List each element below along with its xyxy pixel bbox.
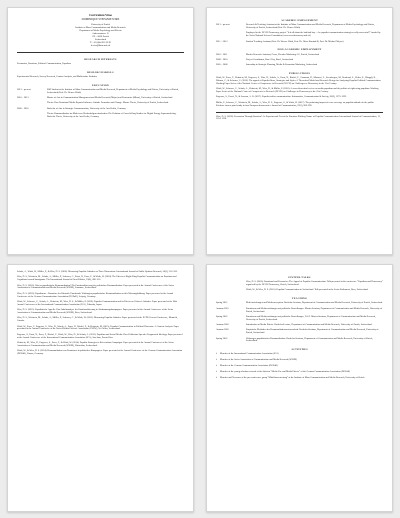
bullet-icon: ▪ (216, 376, 217, 380)
entry-text: PhD Student at the Institute of Mass Communication and Media Research, Department of Media Psychology and Effects, University of Zurich, Switzerland (Prof. Dr. Werner Wirth) (47, 88, 179, 94)
section-heading-academic: ACADEMIC EMPLOYMENT (281, 19, 318, 22)
publication-continued: Wirz, D. S. (2018). Persuasion Through Emotion? An Experimental Test of the Emotion-Eliciting Nature of Populist Communication. International Journal of Communication, 12, 1114–1138. (216, 115, 381, 121)
entry-text: Thesis: How Emotional Media Reports Influence Attitude Formation and Change. Master Thesis, University of Zurich, Switzerland. (47, 102, 169, 105)
address-line: Institute of Mass Communication and Media Research (75, 27, 126, 30)
interests-text: Persuasion, Emotions, Political Communication, Populism (17, 62, 71, 65)
page-1 (7, 7, 194, 255)
activity-text: Member of the Swiss Association of Communication and Media Research (SGKM) (220, 359, 297, 362)
entry-text: Bachelor of Arts in Strategic Communication, University of the Arts Berlin, Germany (47, 107, 126, 110)
activity-text: Member of the International Communication Association (ICA) (220, 353, 279, 356)
reference-entry (17, 350, 184, 356)
talk-entry (216, 281, 383, 287)
page-2 (206, 7, 393, 255)
entry-date: 2013 – present (17, 88, 31, 91)
publication-list (216, 77, 383, 107)
entry-text: Wirth, W., Esser, F., Engesser, S., Wirz, D., Schulz, A., Ernst, N., Büchel, F., & Wettstein, M. (2015). Populist Communication in Political Discourse: A Content Analysis. Paper presented at the Annual Conference of the Swiss Political Science Association (SVPW), St. Gallen, Switzerland. (17, 325, 179, 331)
activity-item (216, 365, 383, 368)
email-link[interactable]: d.wirz@ikmz.uzh.ch (90, 44, 111, 47)
entry-text: Wirz, D. S. (2016). Was ist populistische Kommunikation? Die Emotionalisierung der politischen Kommunikation. Paper presented at the Annual Conference of the Swiss Association of Communication and Media Research (SGKM), Lausanne, Switzerland. (17, 284, 174, 290)
entry-text: Student Teaching Assistant (Prof. Dr. Werner Wirth, Prof. Dr. Heinz Bonfadelli, Prof. Dr. Michael Meyen) (246, 40, 344, 43)
education-list (17, 89, 184, 119)
reference-entry (17, 285, 184, 291)
education-entry (17, 97, 184, 100)
reference-entry (17, 334, 184, 340)
entry-text: Market Research Assistant, Gross, Dresden Marketing AG, Zurich, Switzerland (246, 53, 320, 56)
section-heading-education: EDUCATION (92, 83, 109, 87)
entry-text: Schulz, A., Wirth, W., Müller, P., & Wirz, D. S. (2018). Measuring Populist Attitudes on Three Dimensions. International Journal of Public Opinion Research, 30(2), 316–326. (17, 271, 178, 273)
entry-date: 2013 – present (216, 24, 230, 27)
teaching-entry (216, 302, 383, 305)
entry-text: Wirz, D. S. (2016). Emotional and Persuasive: The Appeal of Populist Communication. Talk presented at the conference “Populism and Democracy” organized by the NCCR Democracy, Zurich, Switzerland. (246, 281, 383, 286)
entry-text: Wirz, D. S., Wettstein, M., Schulz, A., Müller, P., Schemer, C., & Wirth, W. (2015). Measuring Populist Attitudes. Paper presented at the ECPR General Conference, Montréal, Canada. (17, 317, 178, 323)
address-line: Department of Media Psychology and Effects (79, 30, 122, 33)
entry-text: Emotionen und Medienwirkungen auf politische Einstellungen, Teil 2. Master-Seminar, Department of Communication and Media Research, University of Zurich, Switzerland. (246, 315, 376, 321)
entry-text: Employed in the NCCR Democracy project “Is it all about the bad-bad boy – Are populist communication strategies really successful?” funded by the Swiss National Science Foundation (www.nccr-democracy.uzh.ch) (246, 32, 381, 38)
entry-date: Spring 2016 (216, 337, 228, 340)
address-line: T: +41 (0)44 635 20 91 (89, 41, 112, 44)
entry-date: 2008 – 2010 (216, 58, 228, 61)
reference-entry (17, 301, 184, 307)
reference-entry (17, 342, 184, 348)
publication-entry (216, 88, 383, 94)
bullet-icon: ▪ (216, 364, 217, 368)
page-4 (206, 264, 393, 512)
entry-date: 2011 – 2013 (216, 40, 228, 43)
entry-text: Wirth, W., Schemer, C., Schulz, A., Wettstein, M., Wirz, D., & Müller, P. (2016). A cross-theoretical review on media populism and the politics of right-wing populism. Working Paper Series of the National Center of Competence in Research (NCCR) on Challenges to Democracy in the 21st Century. (216, 88, 379, 94)
entry-text: Müller, P., Schemer, C., Wettstein, M., Schulz, A., Wirz, D. S., Engesser, S., & Wirth, W. (2017). The polarizing impact of news coverage on populist attitudes in the public: Evidence from a panel study in four European democracies. Journal of Communication, 67(6), 968–992. (216, 101, 375, 107)
section-heading-nonacademic: NON-ACADEMIC EMPLOYMENT (277, 48, 322, 52)
cv-author-name: DOMINIQUE STEFANIE WIRZ (81, 17, 120, 21)
bullet-icon: ▪ (216, 370, 217, 374)
entry-text: Engesser, S., Ernst, N., Esser, F., Büchel, F., Wirth, W., Wirz, D., & Schulz, A. (2015). Populism and Social Media: How Politicians Spread a Fragmented Ideology. Paper presented at the Annual Conference of the International Communication Association (ICA), San Juan, Puerto Rico. (17, 333, 183, 339)
entry-text: Empirische Methoden der Kommunikationswissenschaft. Bachelor-Seminar, Department of Communication and Media Research, University of Zurich, Switzerland. (246, 329, 379, 335)
entry-text: Wirth, W., & Wirz, D. S. (2015). Populist Communication in Switzerland. Talk presented at the Swiss Parliament, Bern, Switzerland. (246, 289, 369, 292)
employment-entry (216, 24, 383, 30)
entry-text: Wirth, W., Schemer, C., Schulz, A., Wettstein, M., Wirz, D. S., & Müller, P. (2016). Populist Communication and its Effects on Citizens' Attitudes. Paper presented at the 66th Annual Conference of the International Communication Association (ICA), Fukuoka, Japan. (17, 300, 177, 306)
publication-entry (216, 96, 383, 99)
activity-text: Member and Treasurer of the pre-conference group “Mittelbauvertretung” at the Institute of Mass Communication and Media Research, University of Zurich (220, 377, 365, 380)
entry-date: Spring 2015 (216, 302, 228, 305)
employment-entry (216, 32, 383, 38)
entry-date: 2005 – 2006 (216, 64, 228, 67)
address-line: Andreasstrasse 15 (92, 33, 109, 36)
section-heading-skills: RESEARCH SKILLS (87, 70, 114, 74)
section-heading-activities: ACTIVITIES (291, 348, 308, 352)
entry-date: 2010 – 2011 (216, 53, 228, 56)
activity-item (216, 359, 383, 362)
page-3 (7, 264, 194, 512)
employment-entry (216, 64, 383, 67)
education-entry (17, 113, 184, 119)
entry-date: 2006 – 2010 (17, 107, 29, 110)
entry-date (216, 289, 246, 292)
publication-entry (216, 102, 383, 108)
entry-text: Wirth, W., & Wirz, D. S. (2014). Kommunikation von Emotionen in politischen Kampagnen. Paper presented at the Annual Conference of the German Communication Association (DGPuK), Passau, Germany. (17, 350, 183, 356)
entry-text: Project Coordinator, Basel City, Basel, Switzerland (246, 58, 294, 61)
entry-date (17, 102, 47, 105)
section-heading-publications: PUBLICATIONS (288, 72, 311, 75)
reference-entry (17, 271, 184, 274)
employment-entry (216, 54, 383, 57)
section-heading-talks: INVITED TALKS (288, 276, 311, 279)
skills-text: Experimental Research, Survey Research, Content Analysis, and Multivariate Statistics (17, 75, 98, 78)
entry-date: Autumn 2016 (216, 324, 229, 326)
reference-entry (17, 276, 184, 282)
bullet-icon: ▪ (216, 358, 217, 362)
teaching-entry (216, 329, 383, 335)
entry-text: Internship in Strategic Planning, Media & Promotion Marketing, Switzerland (246, 64, 318, 67)
address-line: University of Zurich (91, 24, 110, 27)
reference-entry (17, 293, 184, 299)
entry-date (17, 113, 47, 119)
entry-text: Emotionen und Medienwirkungen auf politische Einstellungen. Master-Seminar, Department of Communication and Media Research, University of Zurich, Switzerland. (246, 307, 383, 313)
activity-item (216, 371, 383, 374)
bullet-icon: ▪ (216, 352, 217, 356)
teaching-entry (216, 308, 383, 314)
entry-text: Wirz, D. S., Wettstein, M., Schulz, A., Müller, P., Schemer, C., Ernst, N., Esser, F., & Wirth, W. (2018). The Effects of Right-Wing Populist Communication on Emotions and Cognitions toward Immigrants. The International Journal of Press/Politics, 23(4), 496–516. (17, 276, 177, 282)
divider (216, 112, 383, 113)
activity-item (216, 353, 383, 356)
publication-entry (216, 77, 383, 86)
cv-title: Curriculum Vitae (89, 13, 112, 17)
address-line: Switzerland (95, 38, 106, 41)
employment-entry (216, 59, 383, 62)
divider (17, 52, 184, 53)
teaching-entry (216, 316, 383, 322)
teaching-entry (216, 324, 383, 327)
reference-entry (17, 309, 184, 315)
entry-text: Engesser, S., Fawzi, N., & Larsson, A. O. (2017). Populist online communication. Information, Communication & Society, 20(9), 1279–1292. (216, 96, 347, 99)
talk-entry (216, 289, 383, 292)
entry-text: Research & Teaching Assistant at the Institute of Mass Communication and Media Research, Department of Media Psychology and Effects, University of Zurich, Switzerland (Prof. Dr. Werner Wirth) (246, 24, 375, 29)
entry-text: Wirz, D. S. (2016). Populismus – Bausteine der Rhetorik. Emotionale Wirkungen populistischer Kommunikation auf die Meinungsbildung. Paper presented at the Annual Conference of the German Communication Association (DGPuK), Leipzig, Germany. (17, 292, 174, 298)
address-block (17, 24, 184, 47)
education-entry (17, 108, 184, 111)
education-entry (17, 102, 184, 105)
entry-text: Wirth, W., Esser, F., Wettstein, M., Engesser, S., Wirz, D., Schulz, A., Ernst, N., Büchel, F., Caramani, D., Manucci, L., Steenbergen, M., Bernhard, L., Weber, E., Hänggli, R., Dalmus, C., & Schemer, C. (2016). The appeal of Populist Ideas, Strategies and Styles: A Theoretical Model and Research Design for Analyzing Populist Political Communication. Working Paper Series of the National Center of Competence in Research (NCCR) on Challenges to Democracy in the 21st Century. (216, 77, 382, 85)
employment-entry (216, 41, 383, 44)
teaching-entry (216, 338, 383, 344)
section-heading-teaching: TEACHING (291, 297, 308, 301)
entry-text: Wirkungen populistischer Kommunikation. Bachelor-Seminar, Department of Communication and Media Research, University of Zurich, Switzerland. (246, 337, 373, 343)
entry-date (216, 32, 246, 38)
entry-text: Introduction to Media Effects. Bachelor-Lecture, Department of Communication and Media Research, University of Zurich, Switzerland. (246, 324, 373, 326)
entry-date: Autumn 2015 (216, 307, 229, 310)
entry-date (216, 281, 246, 287)
reference-entry (17, 326, 184, 332)
entry-date: Autumn 2016 (216, 329, 229, 332)
entry-text: Master of Arts in Communication Management and Media Research (Major) and Economics (Minor), University of Zurich, Switzerland (47, 96, 173, 99)
activity-item (216, 377, 383, 380)
entry-text: Thesis: Kommunikation im Markt von Hochschulgemeinschaften: Die Relation of Cross-Selling Studies for Digital Energy Supermarketing. Bachelor Thesis, University of the Arts Berlin, Germany (47, 112, 177, 118)
conference-paper-list (17, 271, 184, 356)
section-heading-interests: RESEARCH INTERESTS (84, 57, 117, 61)
education-entry (17, 89, 184, 95)
entry-date: 2010 – 2013 (17, 96, 29, 99)
activity-text: Member of the German Communication Association (DGPuK) (220, 365, 278, 368)
reference-entry (17, 317, 184, 323)
entry-text: Wirz, D. S. (2015). Populistische Appelle: Eine Inhaltsanalyse der Emotionalisierung in Abstimmungskampagnen. Paper presented at the Annual Conference of the Swiss Association of Communication and Media Research (SGKM), Bern, Switzerland. (17, 309, 174, 315)
entry-date: Spring 2016 (216, 315, 228, 318)
entry-text: Medienwirkungen und Medienrezeption. Bachelor-Seminar, Department of Communication and Media Research, University of Zurich, Switzerland. (246, 302, 383, 305)
entry-text: Wettstein, M., Wirz, D., Engesser, S., Esser, F., & Wirth, W. (2014). Populist Strategies in Referendum Campaigns. Paper presented at the Annual Conference of the Swiss Association of Communication and Media Research (SGKM), Winterthur, Switzerland. (17, 341, 174, 347)
address-line: CH – 8050 Zurich (92, 36, 109, 39)
activity-text: Member of the young scholars network of the division “Media Use and Media Effects” of the German Communication Association (DGPuK) (220, 371, 351, 374)
